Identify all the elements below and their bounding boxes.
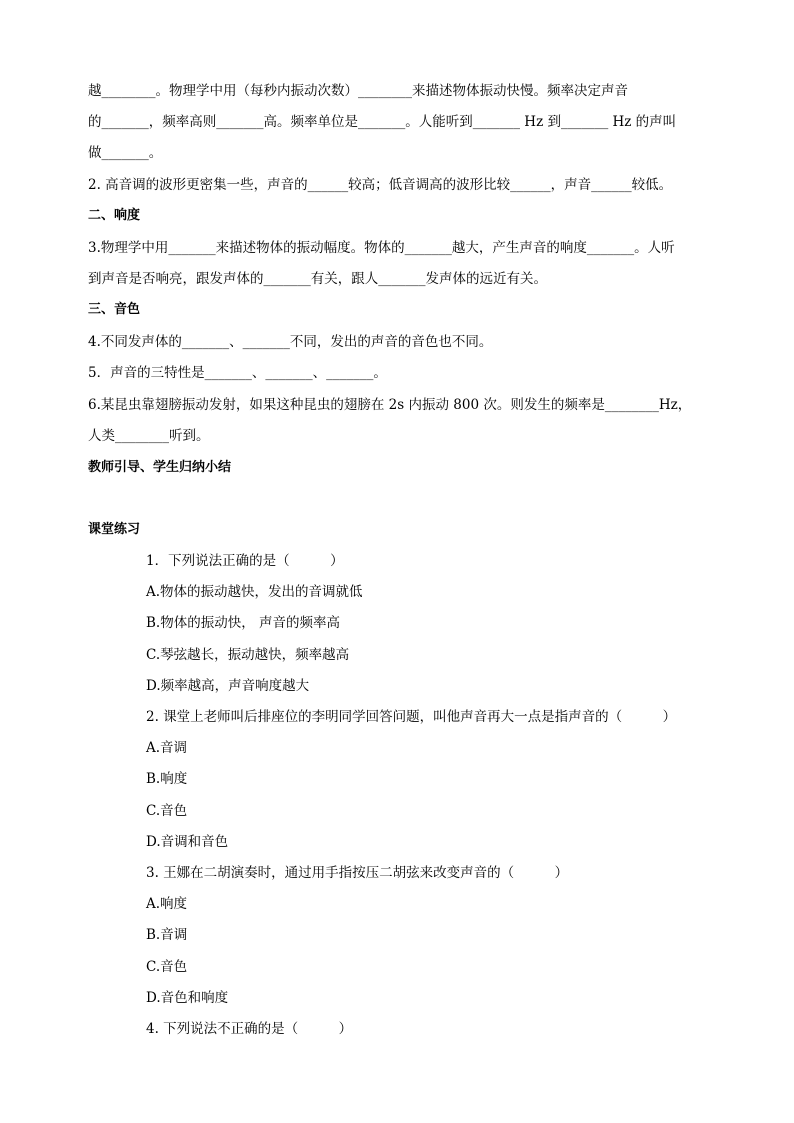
practice-q1-option-c: C.琴弦越长，振动越快，频率越高 — [146, 647, 350, 663]
question-5: 5．声音的三特性是_______、_______、_______。 — [88, 365, 387, 381]
question-3-line-1: 3.物理学中用_______来描述物体的振动幅度。物体的_______越大，产生声音的响度_______。人听 — [88, 240, 675, 256]
practice-q3-option-b: B.音调 — [146, 927, 188, 943]
fill-line-3: 做_______。 — [88, 145, 163, 161]
fill-line-1: 越________。物理学中用（每秒内振动次数）________来描述物体振动快慢。频率决定声音 — [88, 83, 628, 99]
practice-q1-option-d: D.频率越高，声音响度越大 — [146, 678, 310, 694]
practice-q2-option-a: A.音调 — [146, 740, 188, 756]
practice-q1-option-a: A.物体的振动越快，发出的音调就低 — [146, 584, 363, 600]
question-6-line-1: 6.某昆虫靠翅膀振动发射，如果这种昆虫的翅膀在 2s 内振动 800 次。则发生的频率是________Hz， — [88, 397, 692, 413]
practice-q2-option-c: C.音色 — [146, 803, 188, 819]
practice-q3-option-d: D.音色和响度 — [146, 990, 229, 1006]
section-heading-loudness: 二、响度 — [88, 208, 141, 223]
question-3-line-2: 到声音是否响亮，跟发声体的_______有关，跟人_______发声体的远近有关。 — [88, 271, 547, 287]
section-heading-timbre: 三、音色 — [88, 302, 141, 317]
question-6-line-2: 人类________听到。 — [88, 428, 210, 444]
practice-heading: 课堂练习 — [88, 522, 141, 537]
practice-q3-option-c: C.音色 — [146, 959, 188, 975]
practice-q3-option-a: A.响度 — [146, 896, 188, 912]
practice-q2-option-d: D.音调和音色 — [146, 834, 229, 850]
practice-q2-option-b: B.响度 — [146, 771, 188, 787]
question-2: 2. 高音调的波形更密集一些，声音的______较高；低音调高的波形比较______，声音______较低。 — [88, 177, 673, 193]
practice-question-1: 1．下列说法正确的是（ ） — [146, 553, 344, 569]
fill-line-2: 的_______，频率高则_______高。频率单位是_______。人能听到_______ Hz 到_______ Hz 的声叫 — [88, 114, 677, 130]
question-4: 4.不同发声体的_______、_______不同，发出的声音的音色也不同。 — [88, 334, 493, 350]
summary-heading: 教师引导、学生归纳小结 — [88, 460, 232, 475]
practice-q1-option-b: B.物体的振动快， 声音的频率高 — [146, 615, 341, 631]
practice-question-2: 2. 课堂上老师叫后排座位的李明同学回答问题，叫他声音再大一点是指声音的（ ） — [146, 709, 677, 725]
practice-question-3: 3. 王娜在二胡演奏时，通过用手指按压二胡弦来改变声音的（ ） — [146, 865, 569, 881]
practice-question-4: 4. 下列说法不正确的是（ ） — [146, 1021, 353, 1037]
